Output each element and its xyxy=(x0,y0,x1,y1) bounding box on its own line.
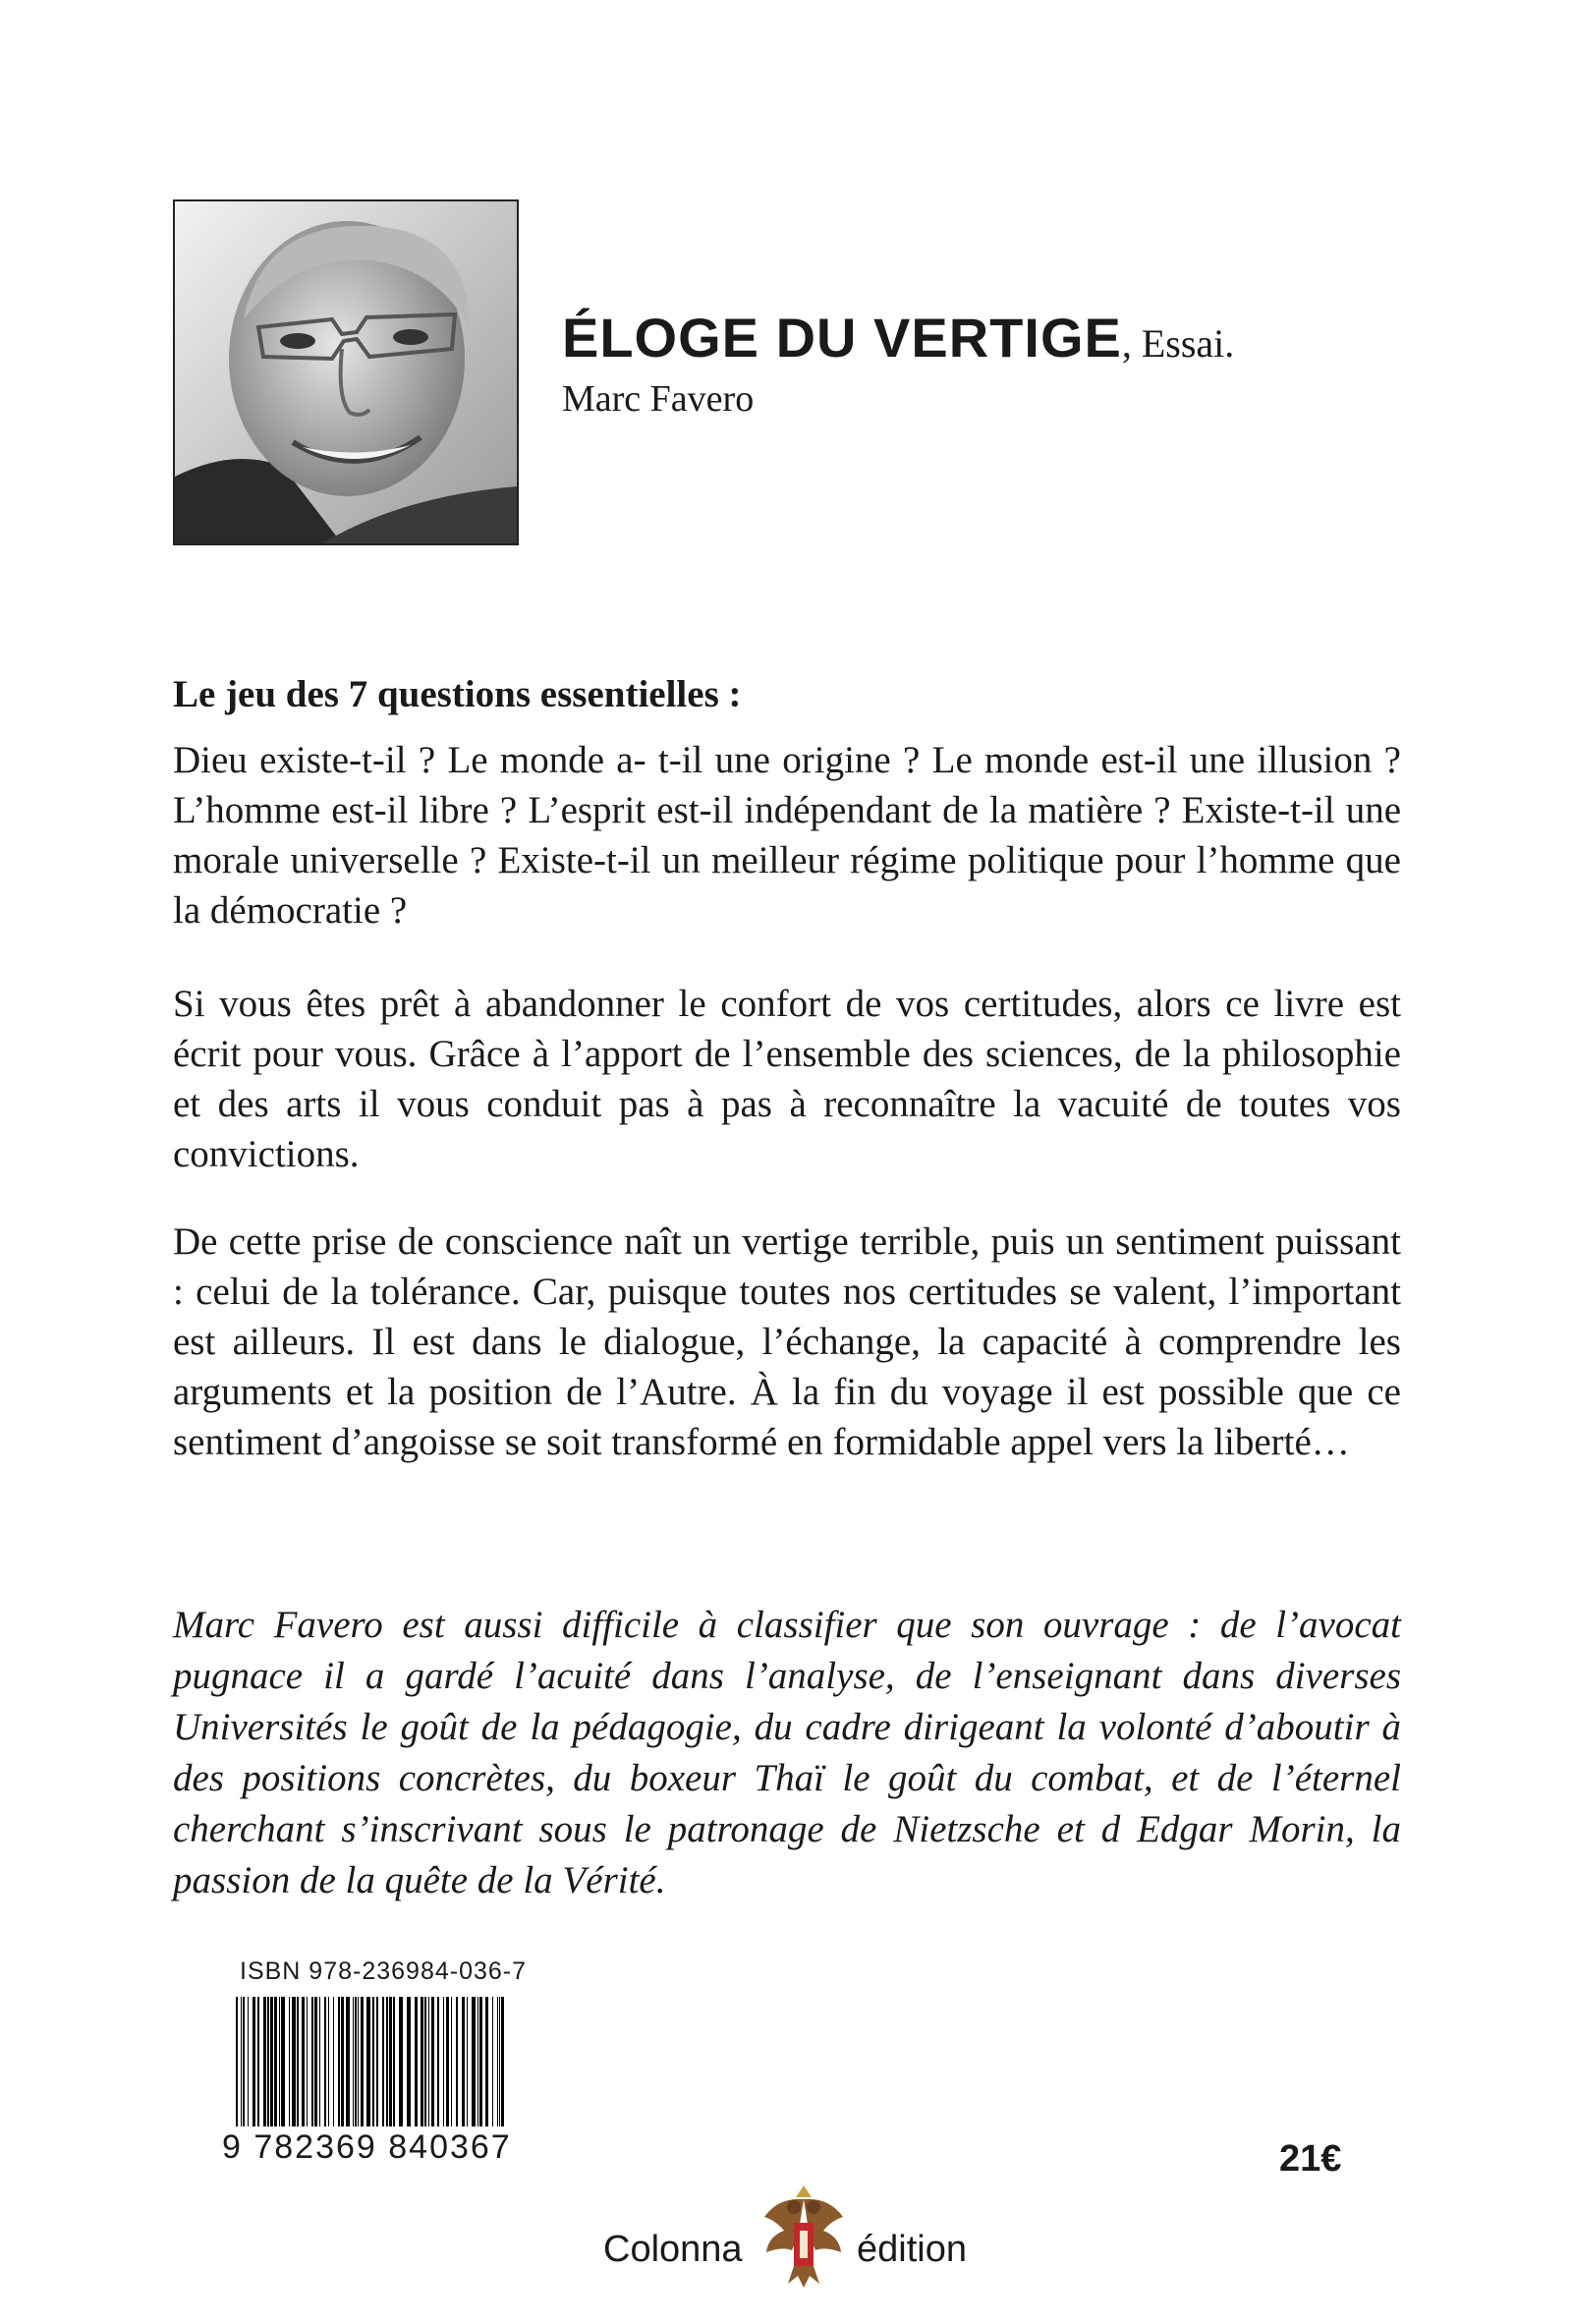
barcode-bar xyxy=(358,1997,359,2126)
publisher-logo xyxy=(603,2178,996,2296)
barcode-bar xyxy=(393,1997,395,2126)
barcode-bar xyxy=(462,1997,465,2126)
book-title: ÉLOGE DU VERTIGE xyxy=(562,307,1122,368)
barcode-bar xyxy=(477,1997,478,2126)
barcode-bar xyxy=(267,1997,269,2126)
barcode-bar xyxy=(446,1997,449,2126)
barcode-bar xyxy=(485,1997,488,2126)
barcode-bar xyxy=(472,1997,476,2126)
barcode-bar xyxy=(431,1997,434,2126)
barcode-bar xyxy=(248,1997,249,2126)
barcode-bar xyxy=(386,1997,388,2126)
book-genre: , Essai. xyxy=(1121,321,1235,366)
barcode-bar xyxy=(437,1997,439,2126)
barcode-bar xyxy=(307,1997,308,2126)
barcode-bar xyxy=(428,1997,429,2126)
double-eagle-icon xyxy=(758,2178,849,2290)
barcode-bar xyxy=(311,1997,313,2126)
barcode-bar xyxy=(338,1997,340,2126)
barcode-bar xyxy=(236,1997,238,2126)
blurb-paragraph-1: Dieu existe-t-il ? Le monde a- t-il une origine ? Le monde est-il une illusion ? L’homme est-il libre ? L’esprit est-il indépendant de la matière ? Existe-t-il une morale universelle ? Existe-t-il un meilleur régime politique pour l’homme que la démocratie ? xyxy=(173,739,1401,932)
publisher-name-left: Colonna xyxy=(603,2229,743,2270)
barcode-bar xyxy=(499,1997,500,2126)
barcode-bar xyxy=(319,1997,320,2126)
barcode-bar xyxy=(355,1997,357,2126)
author-portrait-image xyxy=(175,201,517,543)
barcode-bar xyxy=(479,1997,482,2126)
barcode-bar xyxy=(501,1997,504,2126)
barcode-bar xyxy=(243,1997,245,2126)
barcode-bar xyxy=(424,1997,426,2126)
barcode-bar xyxy=(314,1997,317,2126)
barcode-bar xyxy=(281,1997,285,2126)
barcode-bar xyxy=(376,1997,378,2126)
barcode-bar xyxy=(289,1997,290,2126)
barcode-bar xyxy=(253,1997,255,2126)
book-author: Marc Favero xyxy=(562,378,755,420)
barcode-bar xyxy=(346,1997,350,2126)
barcode-bar xyxy=(257,1997,259,2126)
barcode-bar xyxy=(443,1997,444,2126)
barcode-bar xyxy=(292,1997,296,2126)
barcode-bar xyxy=(328,1997,329,2126)
barcode-bar xyxy=(274,1997,277,2126)
barcode-bar xyxy=(497,1997,498,2126)
isbn-label: ISBN 978-236984-036-7 xyxy=(240,1957,528,1985)
barcode-bar xyxy=(451,1997,452,2126)
barcode-bar xyxy=(382,1997,384,2126)
barcode-bar xyxy=(415,1997,418,2126)
barcode-bar xyxy=(372,1997,374,2126)
price: 21€ xyxy=(1279,2138,1342,2180)
author-photo xyxy=(173,199,519,545)
barcode-bar xyxy=(492,1997,493,2126)
blurb-paragraph-3: De cette prise de conscience naît un vertige terrible, puis un sentiment puissant : celui de la tolérance. Car, puisque toutes nos certitudes se valent, l’important est ailleurs. Il est dans le dialogue, l’échange, la capacité à comprendre les arguments et la position de l’Autre. À la fin du voyage il est possible que ce sentiment d’angoisse se soit transformé en formidable appel vers la liberté… xyxy=(173,1220,1401,1463)
barcode-bar xyxy=(421,1997,423,2126)
barcode-bar xyxy=(324,1997,326,2126)
title-block xyxy=(562,307,1235,426)
barcode xyxy=(236,1997,507,2126)
barcode-bar xyxy=(407,1997,411,2126)
barcode-bar xyxy=(353,1997,354,2126)
barcode-bar xyxy=(279,1997,280,2126)
isbn-digits: 9 782369 840367 xyxy=(222,2128,512,2166)
barcode-bar xyxy=(333,1997,334,2126)
publisher-name-right: édition xyxy=(857,2229,967,2270)
barcode-bar xyxy=(366,1997,370,2126)
barcode-bar xyxy=(302,1997,305,2126)
blurb-heading: Le jeu des 7 questions essentielles : xyxy=(173,673,742,715)
barcode-bar xyxy=(456,1997,458,2126)
barcode-bar xyxy=(467,1997,468,2126)
barcode-bar xyxy=(361,1997,364,2126)
author-bio: Marc Favero est aussi difficile à classifier que son ouvrage : de l’avocat pugnace il a gardé l’acuité dans l’analyse, de l’enseignant dans diverses Universités le goût de la pédagogie, du cadre dirigeant la volonté d’aboutir à des positions concrètes, du boxeur Thaï le goût du combat, et de l’éternel cherchant s’inscrivant sous le patronage de Nietzsche et d Edgar Morin, la passion de la quête de la Vérité. xyxy=(173,1604,1401,1901)
barcode-bar xyxy=(297,1997,299,2126)
blurb-paragraph-2: Si vous êtes prêt à abandonner le confort de vos certitudes, alors ce livre est écrit pour vous. Grâce à l’apport de l’ensemble des sciences, de la philosophie et des arts il vous conduit pas à pas à reconnaître la vacuité de toutes vos convictions. xyxy=(173,983,1401,1175)
title-line xyxy=(562,307,1235,369)
barcode-bar xyxy=(270,1997,273,2126)
barcode-bar xyxy=(389,1997,392,2126)
barcode-bar xyxy=(241,1997,242,2126)
barcode-bar xyxy=(399,1997,403,2126)
barcode-bar xyxy=(263,1997,266,2126)
barcode-bar xyxy=(341,1997,344,2126)
